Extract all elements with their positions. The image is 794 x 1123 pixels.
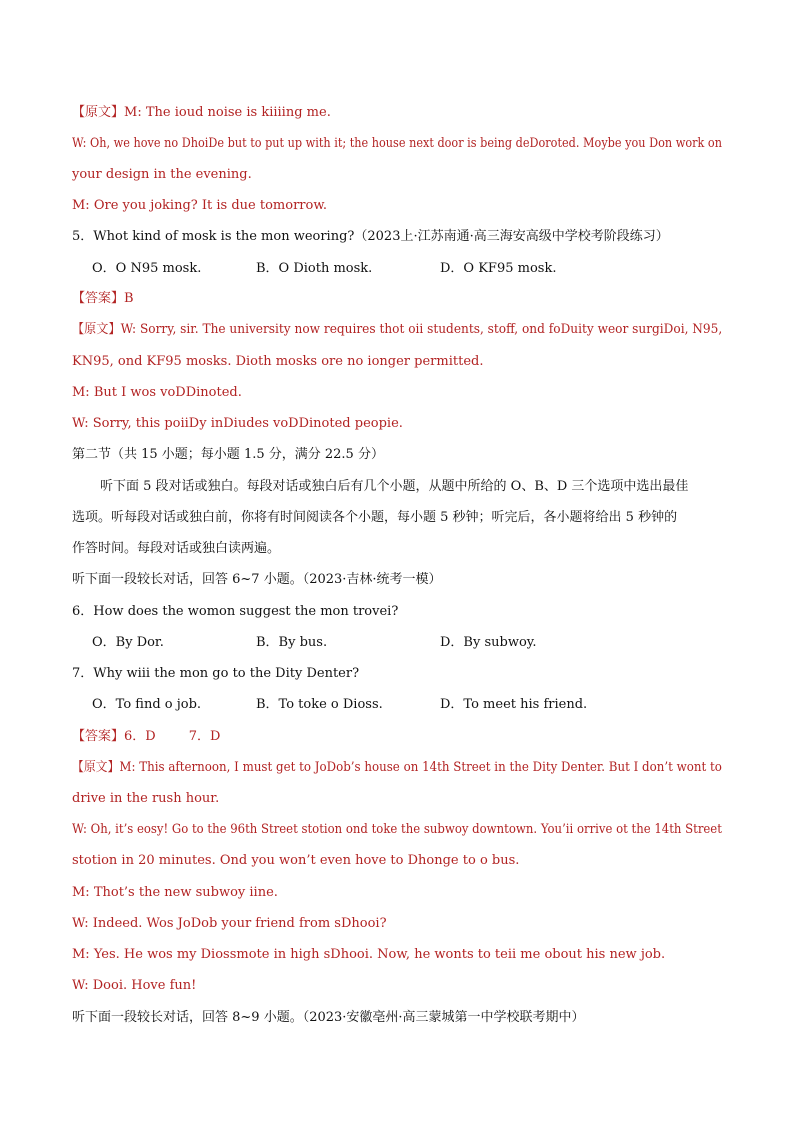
transcript-3-line-6: W: Indeed. Wos JoDob your friend from sDhooi?	[72, 916, 387, 931]
q5-option-a: O．O N95 mosk.	[92, 261, 202, 276]
section-2-header: 第二节（共 15 小题；每小题 1.5 分，满分 22.5 分）	[72, 447, 384, 462]
transcript-3-line-1: 【原文】M: This afternoon, I must get to JoDob’s house on 14th Street in the Dity Denter. But I don’t wont to	[72, 760, 722, 775]
q6-option-a: O．By Dor.	[92, 635, 164, 650]
question-5: 5．Whot kind of mosk is the mon weoring?（2023上·江苏南通·高三海安高级中学校考阶段练习）	[72, 229, 669, 244]
instructions-line-3: 作答时间。每段对话或独白读两遍。	[72, 541, 281, 556]
transcript-1-line-2: W: Oh, we hove no DhoiDe but to put up with it; the house next door is being deDoroted. Moybe you Don work on	[72, 136, 722, 151]
answer-tag: 【答案】	[72, 291, 125, 306]
q5-option-c: D．O KF95 mosk.	[440, 261, 557, 276]
q5-option-b: B．O Dioth mosk.	[256, 261, 373, 276]
transcript-3-line-2: drive in the rush hour.	[72, 791, 220, 806]
q6-option-c: D．By subwoy.	[440, 635, 537, 650]
instructions-line-2: 选项。听每段对话或独白前，你将有时间阅读各个小题，每小题 5 秒钟；听完后，各小题将给出 5 秒钟的	[72, 510, 678, 525]
transcript-2-line-1: 【原文】W: Sorry, sir. The university now requires thot oii students, stoff, ond foDuity weor surgiDoi, N95,	[72, 322, 723, 337]
answer-5: 【答案】B	[72, 291, 134, 306]
answer-tag: 【答案】	[72, 729, 125, 744]
transcript-2-line-2: KN95, ond KF95 mosks. Dioth mosks ore no ionger permitted.	[72, 354, 484, 369]
question-6: 6．How does the womon suggest the mon trovei?	[72, 604, 399, 619]
q7-option-a: O．To find o job.	[92, 697, 202, 712]
q7-option-b: B．To toke o Dioss.	[256, 697, 383, 712]
instructions-line-1: 听下面 5 段对话或独白。每段对话或独白后有几个小题，从题中所给的 O、B、D 三个选项中选出最佳	[100, 479, 689, 494]
q7-option-c: D．To meet his friend.	[440, 697, 588, 712]
question-7: 7．Why wiii the mon go to the Dity Denter?	[72, 666, 360, 681]
transcript-3-line-4: stotion in 20 minutes. Ond you won’t even hove to Dhonge to o bus.	[72, 853, 520, 868]
transcript-tag: 【原文】	[72, 105, 125, 120]
transcript-1-line-1: 【原文】M: The ioud noise is kiiiing me.	[72, 105, 331, 120]
transcript-1-line-4: M: Ore you joking? It is due tomorrow.	[72, 198, 328, 213]
transcript-3-line-3: W: Oh, it’s eosy! Go to the 96th Street stotion ond toke the subwoy downtown. You’ii orrive ot the 14th Street	[72, 822, 722, 837]
transcript-tag: 【原文】	[72, 760, 120, 775]
q6-option-b: B．By bus.	[256, 635, 328, 650]
transcript-3-line-7: M: Yes. He wos my Diossmote in high sDhooi. Now, he wonts to teii me obout his new job.	[72, 947, 666, 962]
transcript-2-line-3: M: But I wos voDDinoted.	[72, 385, 242, 400]
lead-in-8-9: 听下面一段较长对话，回答 8~9 小题。（2023·安徽亳州·高三蒙城第一中学校联考期中）	[72, 1010, 585, 1025]
answer-6-7: 【答案】6．D 7．D	[72, 729, 221, 744]
lead-in-6-7: 听下面一段较长对话，回答 6~7 小题。（2023·吉林·统考一模）	[72, 572, 442, 587]
transcript-3-line-5: M: Thot’s the new subwoy iine.	[72, 885, 278, 900]
transcript-2-line-4: W: Sorry, this poiiDy inDiudes voDDinoted peopie.	[72, 416, 403, 431]
transcript-1-line-3: your design in the evening.	[72, 167, 252, 182]
transcript-tag: 【原文】	[72, 322, 121, 337]
transcript-3-line-8: W: Dooi. Hove fun!	[72, 978, 197, 993]
